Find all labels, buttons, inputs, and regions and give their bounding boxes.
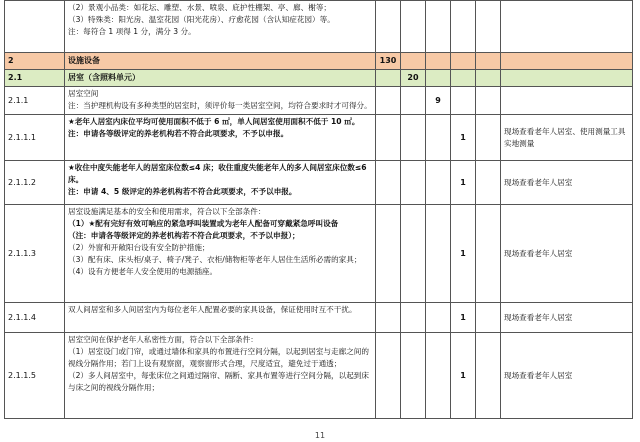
item-score: 1 [451, 115, 476, 161]
criteria-text: 居室空间在保护老年人私密性方面，符合以下全部条件： （1）居室设门或门帘，或通过墙体和家具的布置进行空间分隔，以起到居室与走廊之间的视线分隔作用；若门上设有观察窗，观察窗形式合理，尺度适宜，避免过于通透； （2）多人间居室中，每张床位之间通过隔帘、隔断、家具布置等进行空间分隔，以起到床与床之间的视线分隔作用； [65, 333, 376, 419]
subsection-score: 20 [401, 70, 426, 87]
table-row [5, 1, 633, 53]
table-row [5, 87, 633, 115]
evidence-text: 现场查看老年人居室 [501, 303, 633, 333]
item-code: 2.1.1.3 [5, 205, 65, 303]
table-row [5, 333, 633, 419]
evidence-text: 现场查看老年人居室、使用测量工具实地测量 [501, 115, 633, 161]
item-score: 1 [451, 303, 476, 333]
criteria-text: 居室空间 注：当护理机构设有多种类型的居室时，须评价每一类居室空间，均符合要求时才可得分。 [65, 87, 376, 115]
table-row [5, 161, 633, 205]
criteria-text: ★收住中度失能老年人的居室床位数≤4 床；收住重度失能老年人的多人间居室床位数≤6 床。 注：申请 4、5 级评定的养老机构若不符合此项要求，不予以申报。 [65, 161, 376, 205]
section-code: 2 [5, 53, 65, 70]
item-code: 2.1.1.1 [5, 115, 65, 161]
subsection-row [5, 70, 633, 87]
table-row [5, 303, 633, 333]
criteria-text: 双人间居室和多人间居室内为每位老年人配置必要的家具设备，保证使用时互不干扰。 [65, 303, 376, 333]
evidence-text: 现场查看老年人居室 [501, 205, 633, 303]
item-code: 2.1.1.5 [5, 333, 65, 419]
criteria-text: 居室设施满足基本的安全和使用需求，符合以下全部条件： （1）★配有完好有效可响应的紧急呼叫装置或为老年人配备可穿戴紧急呼叫设备 （注：申请各等级评定的养老机构若不符合此项要求，不予以申报）； （2）外窗和开敞阳台设有安全防护措施； （3）配有床、床头柜/桌子、椅子/凳子、衣柜/储物柜等老年人居住生活所必需的家具； （4）设有方便老年人安全使用的电源插座。 [65, 205, 376, 303]
section-score: 130 [376, 53, 401, 70]
item-score: 1 [451, 205, 476, 303]
subsection-title: 居室（含照料单元） [65, 70, 376, 87]
item-code: 2.1.1.4 [5, 303, 65, 333]
evidence-text: 现场查看老年人居室 [501, 161, 633, 205]
item-score: 1 [451, 161, 476, 205]
subsection-code: 2.1 [5, 70, 65, 87]
section-row [5, 53, 633, 70]
assessment-table [4, 0, 633, 419]
table-row [5, 205, 633, 303]
item-score: 9 [426, 87, 451, 115]
table-row [5, 115, 633, 161]
item-code: 2.1.1 [5, 87, 65, 115]
criteria-text: （2）景观小品类：如花坛、雕塑、水景、喷泉、庇护性棚架、亭、廊、榭等； （3）特殊类：阳光房、温室花园（阳光花房）、疗愈花园（含认知症花园）等。 注：每符合 1 项得 1 分，满分 3 分。 [65, 1, 376, 53]
item-code: 2.1.1.2 [5, 161, 65, 205]
item-score: 1 [451, 333, 476, 419]
section-title: 设施设备 [65, 53, 376, 70]
evidence-text: 现场查看老年人居室 [501, 333, 633, 419]
criteria-text: ★老年人居室内床位平均可使用面积不低于 6 ㎡，单人间居室使用面积不低于 10 ㎡。 注：申请各等级评定的养老机构若不符合此项要求，不予以申报。 [65, 115, 376, 161]
page-number: 11 [314, 431, 326, 440]
